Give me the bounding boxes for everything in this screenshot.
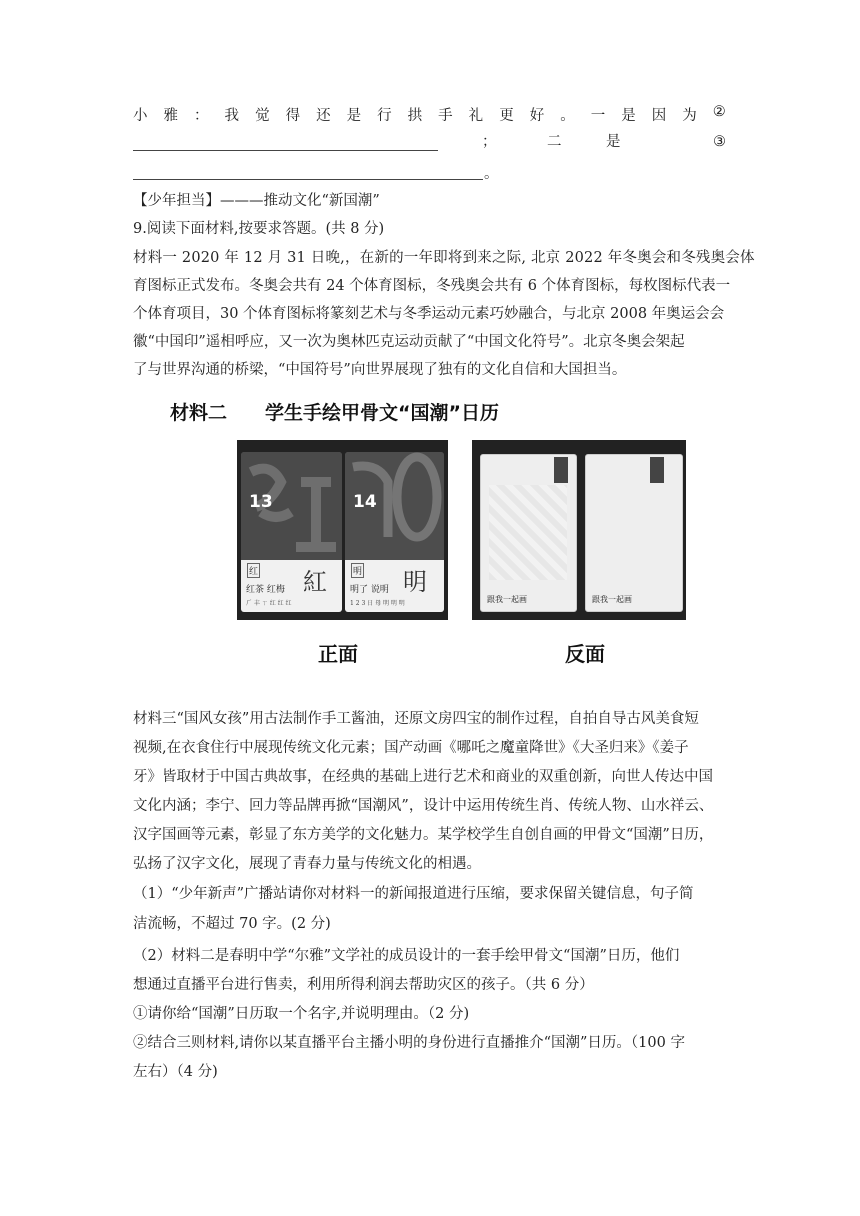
char: 礼 — [468, 108, 484, 124]
calendar-card-back-1 — [480, 454, 577, 612]
char: 我 — [224, 108, 240, 124]
char: 因 — [651, 108, 667, 124]
oracle-glyph: 紅 — [303, 568, 327, 596]
material1-line: 了与世界沟通的桥梁，“中国符号”向世界展现了独有的文化自信和大国担当。 — [133, 362, 627, 378]
char: 为 — [682, 108, 697, 124]
period: 。 — [484, 166, 499, 182]
char: 还 — [316, 108, 331, 124]
char: ② — [712, 104, 726, 120]
q2b-line: ②结合三则材料,请你以某直播平台主播小明的身份进行直播推介“国潮”日历。（100 字 — [133, 1035, 685, 1051]
char: 一 — [590, 108, 606, 124]
card-bottom — [241, 560, 342, 612]
q1-line: （1）“少年新声”广播站请你对材料一的新闻报道进行压缩，要求保留关键信息，句子简 — [133, 886, 694, 902]
word-examples: 明了 说明 — [350, 585, 389, 595]
date-number: 14 — [353, 492, 377, 512]
divider — [448, 440, 472, 620]
figure-title: 材料二 学生手绘甲骨文“国潮”日历 — [170, 402, 499, 424]
date-number: 13 — [249, 492, 273, 512]
char: ： — [194, 108, 209, 124]
char: 是 — [346, 108, 362, 124]
caption-back: 反面 — [565, 642, 605, 666]
material1-line: 材料一 2020 年 12 月 31 日晚,，在新的一年即将到来之际, 北京 2022 年冬奥会和冬残奥会体 — [133, 250, 755, 266]
calendar-card-back-2 — [585, 454, 683, 612]
material3-line: 汉字国画等元素，彰显了东方美学的文化魅力。某学校学生自创自画的甲骨文“国潮”日历， — [133, 827, 714, 843]
material1-line: 育图标正式发布。冬奥会共有 24 个体育图标，冬残奥会共有 6 个体育图标，每枚图标代表一 — [133, 278, 731, 294]
q2-line: （2）材料二是春明中学“尔雅”文学社的成员设计的一套手绘甲骨文“国潮”日历，他们 — [133, 948, 680, 964]
card-bottom — [345, 560, 444, 612]
char: 。 — [560, 108, 575, 124]
char: 行 — [377, 108, 392, 124]
corner-seal — [554, 457, 568, 483]
word-examples: 红茶 红梅 — [246, 585, 285, 595]
material3-line: 牙》皆取材于中国古典故事，在经典的基础上进行艺术和商业的双重创新，向世人传达中国 — [133, 769, 713, 785]
material1-line: 个体育项目，30 个体育图标将篆刻艺术与冬季运动元素巧妙融合，与北京 2008 年奥运会会 — [133, 306, 725, 322]
semicolon: ； — [482, 134, 497, 150]
char: 手 — [438, 108, 453, 124]
seal-stamp: 红 — [247, 563, 260, 578]
char: 得 — [285, 108, 301, 124]
char: 是 — [621, 108, 636, 124]
char: 小 — [133, 108, 148, 124]
corner-seal — [650, 457, 664, 483]
question-9: 9.阅读下面材料,按要求答题。(共 8 分) — [133, 221, 385, 237]
stroke-order-strip: 1 2 3 日 母 明 明 明 — [350, 600, 405, 607]
oracle-glyph: 明 — [403, 568, 427, 596]
stroke-order-strip: 𠂆 丰 ㄒ 红 红 红 — [246, 600, 292, 607]
char: 拱 — [407, 108, 423, 124]
char: 好 — [529, 108, 545, 124]
calendar-figure — [237, 440, 686, 620]
er-label: 二 — [547, 134, 562, 150]
q1-line: 洁流畅，不超过 70 字。(2 分) — [133, 916, 331, 932]
material3-line: 视频,在衣食住行中展现传统文化元素；国产动画《哪吒之魔童降世》《大圣归来》《姜子 — [133, 740, 689, 756]
material1-line: 徽“中国印”遥相呼应，又一次为奥林匹克运动贡献了“中国文化符号”。北京冬奥会架起 — [133, 334, 685, 350]
calendar-card-red — [241, 452, 342, 612]
q2a: ①请你给“国潮”日历取一个名字,并说明理由。（2 分) — [133, 1006, 470, 1022]
material3-line: 弘扬了汉字文化，展现了青春力量与传统文化的相遇。 — [133, 856, 481, 872]
answer-blank-2[interactable] — [133, 136, 438, 151]
back-footer: 跟我一起画 — [487, 595, 527, 604]
back-footer: 跟我一起画 — [592, 595, 632, 604]
dialogue-line — [133, 104, 726, 125]
circle-3: ③ — [713, 134, 726, 150]
material3-line: 材料三“国风女孩”用古法制作手工酱油，还原文房四宝的制作过程，自拍自导古风美食短 — [133, 711, 699, 727]
char: 觉 — [255, 108, 270, 124]
caption-front: 正面 — [318, 642, 358, 666]
q2b-line: 左右）（4 分) — [133, 1064, 218, 1080]
seal-stamp: 明 — [351, 563, 364, 578]
shi-label: 是 — [606, 134, 621, 150]
char: 雅 — [163, 108, 179, 124]
q2-line: 想通过直播平台进行售卖，利用所得利润去帮助灾区的孩子。（共 6 分） — [133, 977, 594, 993]
section-heading: 【少年担当】———推动文化“新国潮” — [133, 193, 380, 209]
material3-line: 文化内涵；李宁、回力等品牌再掀“国潮风”，设计中运用传统生肖、传统人物、山水祥云、 — [133, 798, 714, 814]
back-pattern — [489, 485, 567, 580]
calendar-card-ming — [345, 452, 444, 612]
answer-blank-3[interactable] — [133, 165, 483, 180]
char: 更 — [499, 108, 514, 124]
